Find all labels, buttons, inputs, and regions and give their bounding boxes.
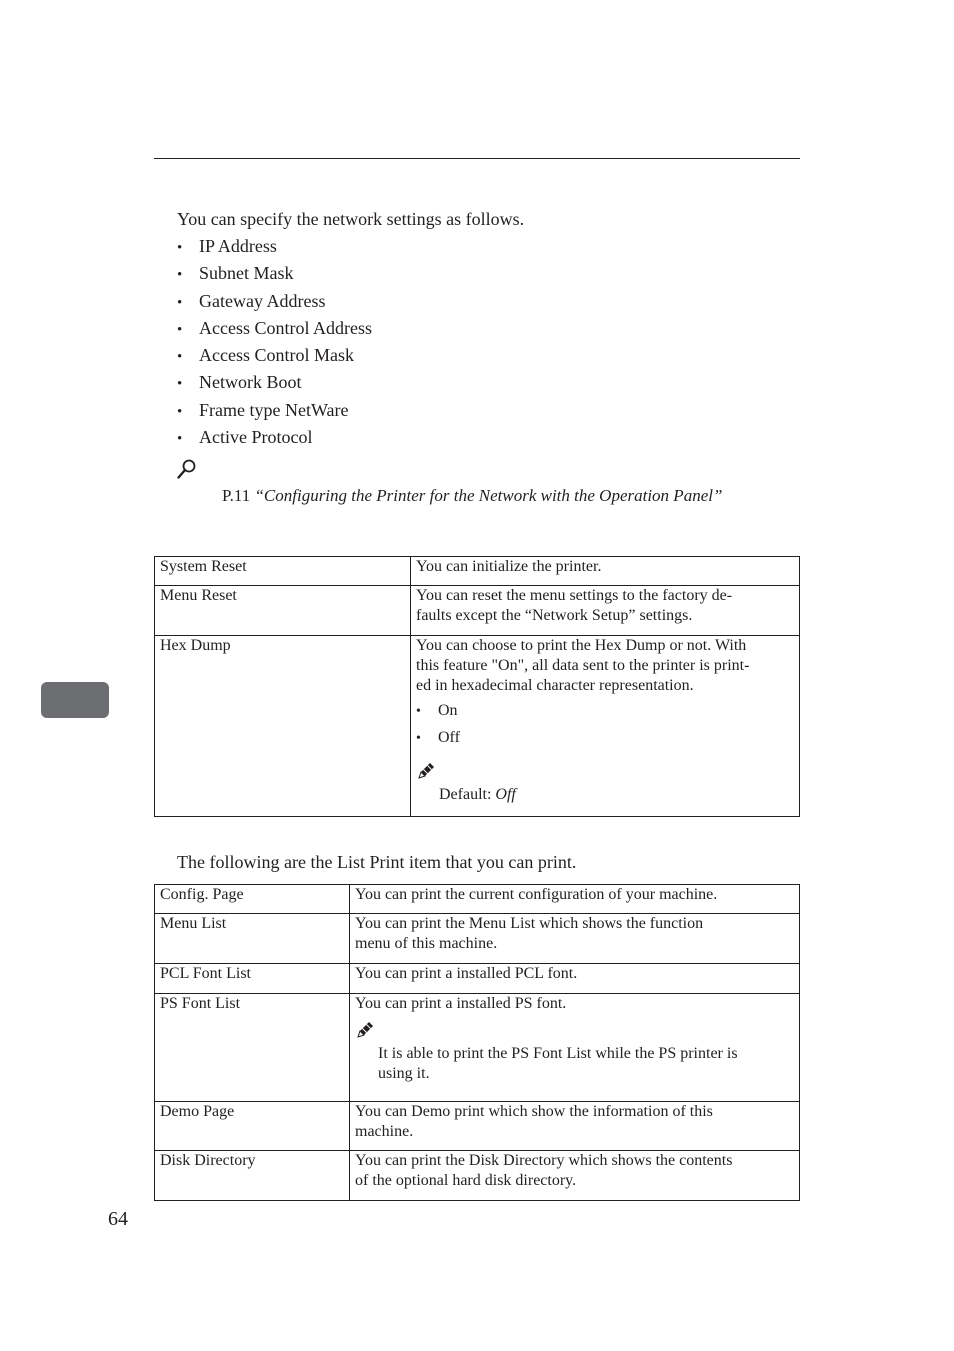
- bullet: •: [177, 349, 183, 366]
- bullet: •: [177, 240, 183, 256]
- table-cell-desc: You can print the Disk Directory which shows the contents of the optional hard disk directory.: [350, 1151, 800, 1201]
- bullet: •: [416, 731, 421, 746]
- table-cell-desc: You can print a installed PS font. It is able to print the PS Font List while the PS printer is using it.: [350, 994, 800, 1102]
- list-item: • Access Control Mask: [177, 343, 372, 370]
- bullet: •: [416, 704, 421, 719]
- table-row: [155, 557, 800, 586]
- table-row: [155, 885, 800, 914]
- table-cell-name: Menu Reset: [155, 586, 411, 636]
- bullet: •: [177, 376, 183, 393]
- table-cell-desc: You can Demo print which show the information of this machine.: [350, 1102, 800, 1151]
- table-row: [155, 994, 800, 1102]
- list-item: • Access Control Address: [177, 316, 372, 343]
- list-item: • Subnet Mask: [177, 261, 372, 288]
- table-cell-name: PS Font List: [155, 994, 350, 1102]
- magnifier-reference-icon: [176, 458, 198, 480]
- list-item: • On: [416, 701, 794, 728]
- table-row: [155, 1151, 800, 1201]
- table-cell-name: Menu List: [155, 914, 350, 964]
- hex-dump-options: [416, 701, 794, 755]
- list-item: • Frame type NetWare: [177, 398, 372, 425]
- bullet: •: [177, 294, 183, 311]
- table-cell-desc: You can print the current configuration of your machine.: [350, 885, 800, 914]
- table-cell-name: System Reset: [155, 557, 411, 586]
- list-print-intro: The following are the List Print item that you can print.: [177, 852, 577, 872]
- pencil-note-icon: [355, 1020, 375, 1040]
- table-cell-desc: You can print the Menu List which shows the function menu of this machine.: [350, 914, 800, 964]
- network-settings-list: [177, 234, 372, 452]
- table-cell-name: PCL Font List: [155, 964, 350, 994]
- table-cell-desc: You can initialize the printer.: [411, 557, 800, 586]
- default-note: Default: Off: [439, 786, 516, 803]
- pencil-note-icon: [416, 761, 436, 781]
- ps-font-note: It is able to print the PS Font List while the PS printer is using it.: [378, 1045, 738, 1082]
- table-cell-desc: You can print a installed PCL font.: [350, 964, 800, 994]
- table-cell-desc: You can reset the menu settings to the factory de- faults except the “Network Setup” settings.: [411, 586, 800, 636]
- table-row: [155, 914, 800, 964]
- table-cell-name: Hex Dump: [155, 636, 411, 817]
- chapter-tab-marker: [41, 682, 109, 718]
- bullet: •: [177, 267, 183, 284]
- list-item: • Gateway Address: [177, 289, 372, 316]
- list-item: • Network Boot: [177, 370, 372, 397]
- bullet: •: [177, 403, 183, 420]
- bullet: •: [177, 431, 183, 448]
- reference-page: P.11: [222, 486, 251, 505]
- table-cell-desc: You can choose to print the Hex Dump or not. With this feature "On", all data sent to the printer is print- ed in hexadecimal character representation. • On • Off Default: Off: [411, 636, 800, 817]
- list-item: • IP Address: [177, 234, 372, 261]
- table-row: [155, 1102, 800, 1151]
- page-number: 64: [108, 1208, 128, 1230]
- bullet: •: [177, 321, 183, 338]
- list-item: • Active Protocol: [177, 425, 372, 452]
- table-cell-name: Disk Directory: [155, 1151, 350, 1201]
- table-row: [155, 964, 800, 994]
- list-print-table: [154, 884, 800, 1201]
- table-row: [155, 586, 800, 636]
- table-row: [155, 636, 800, 817]
- table-cell-name: Demo Page: [155, 1102, 350, 1151]
- intro-text: You can specify the network settings as follows.: [177, 209, 525, 229]
- table-cell-name: Config. Page: [155, 885, 350, 914]
- reference-title: “Configuring the Printer for the Network with the Operation Panel”: [254, 486, 723, 505]
- list-item: • Off: [416, 728, 794, 755]
- header-rule: [154, 158, 800, 159]
- maintenance-table: [154, 556, 800, 817]
- reference-link[interactable]: [222, 485, 722, 507]
